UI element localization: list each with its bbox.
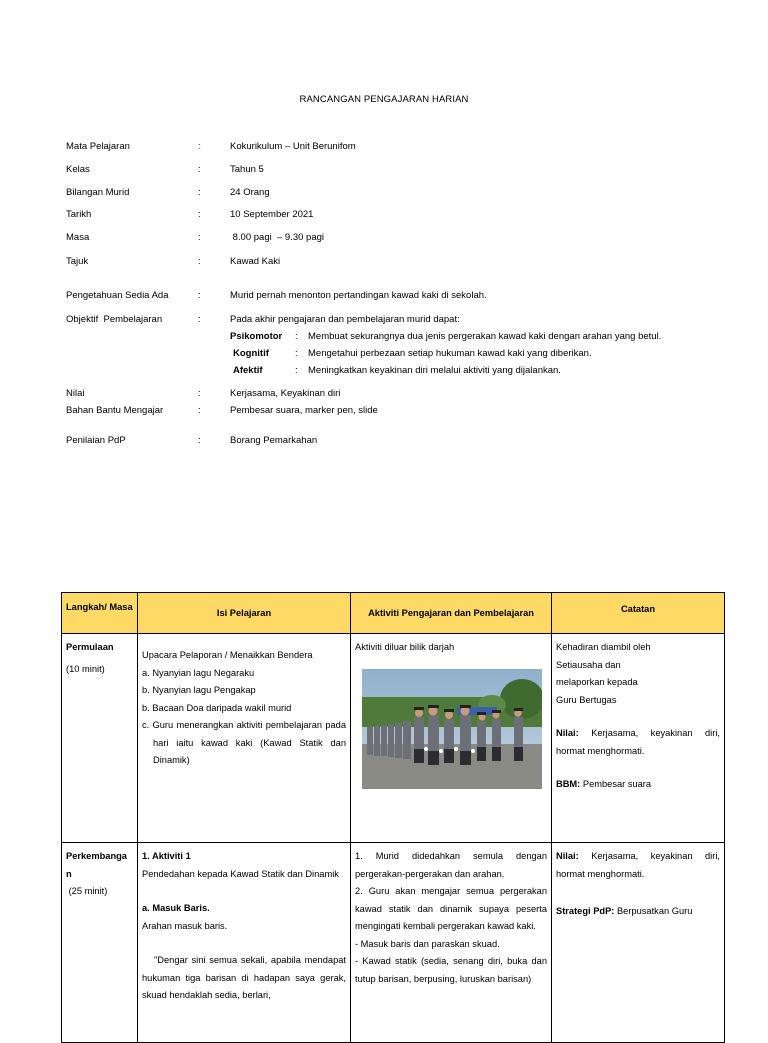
objective-key: Afektif [233, 365, 263, 376]
aktiviti-number: 1. Aktiviti 1 [142, 851, 191, 861]
info-label: Tajuk [66, 256, 89, 267]
catatan-strategi [556, 903, 720, 921]
info-separator: : [198, 388, 201, 399]
info-separator: : [198, 232, 201, 243]
nilai-label: Nilai: [556, 851, 579, 861]
cell-langkah [62, 843, 138, 1043]
objective-key: Psikomotor [230, 331, 283, 342]
info-separator: : [198, 209, 201, 220]
isi-item: c. Guru menerangkan aktiviti pembelajaran pada hari iaitu kawad kaki (Kawad Statik dan Dinamik) [142, 720, 346, 765]
info-separator: : [198, 405, 201, 416]
isi-title: Upacara Pelaporan / Menaikkan Bendera [142, 650, 313, 660]
aktiviti-description: Pendedahan kepada Kawad Statik dan Dinamik [142, 868, 339, 879]
isi-item: b. Bacaan Doa daripada wakil murid [142, 702, 292, 713]
info-label: Tarikh [66, 209, 92, 220]
document-title: RANCANGAN PENGAJARAN HARIAN [299, 94, 469, 105]
strategi-label: Strategi PdP: [556, 906, 615, 916]
nilai-value: Kerjasama, keyakinan diri, hormat menghormati. [556, 851, 720, 879]
table-row-permulaan [62, 634, 725, 843]
aktiviti-step: - Masuk baris dan paraskan skuad. [355, 938, 500, 949]
cell-aktiviti [351, 843, 552, 1043]
cell-aktiviti [351, 634, 552, 843]
objective-separator: : [295, 331, 298, 342]
lesson-plan-table [61, 592, 725, 1043]
stage-time: (10 minit) [66, 663, 105, 674]
info-separator: : [198, 314, 201, 325]
info-label: Bahan Bantu Mengajar [66, 405, 164, 416]
isi-item: b. Nyanyian lagu Pengakap [142, 685, 256, 695]
info-separator: : [198, 164, 201, 175]
info-value: Kawad Kaki [230, 256, 281, 267]
info-value: Pada akhir pengajaran dan pembelajaran murid dapat: [230, 314, 460, 325]
info-value: Tahun 5 [230, 164, 264, 175]
info-separator: : [198, 187, 201, 198]
info-value: 8.00 pagi – 9.30 pagi [230, 232, 325, 243]
aktiviti-step: 1. Murid didedahkan semula dengan pergerakan-pergerakan dan arahan. [355, 851, 547, 879]
quote-text: "Dengar sini semua sekali, apabila mendapat hukuman tiga barisan di hadapan saya gerak, skuad hendaklah sedia, berlari, [142, 955, 346, 1000]
isi-item: a. Nyanyian lagu Negaraku [142, 667, 255, 678]
info-value: Murid pernah menonton pertandingan kawad kaki di sekolah. [230, 290, 487, 301]
objective-text: Mengetahui perbezaan setiap hukuman kawad kaki yang diberikan. [308, 348, 592, 359]
info-label: Mata Pelajaran [66, 141, 130, 152]
catatan-line: Kehadiran diambil oleh [556, 642, 651, 652]
info-value: 24 Orang [230, 187, 270, 198]
info-separator: : [198, 141, 201, 152]
info-label: Kelas [66, 164, 90, 175]
cell-isi [138, 634, 351, 843]
bbm-value: Pembesar suara [580, 779, 652, 789]
cell-catatan [552, 634, 725, 843]
info-separator: : [198, 290, 201, 301]
info-separator: : [198, 256, 201, 267]
cell-langkah [62, 634, 138, 843]
objective-separator: : [295, 348, 298, 359]
aktiviti-step: - Kawad statik (sedia, senang diri, buka dan tutup barisan, berpusing, luruskan barisan) [355, 956, 547, 984]
catatan-nilai [556, 848, 720, 883]
stage-label: Perkembanga n [66, 851, 127, 879]
stage-label: Permulaan [66, 642, 114, 652]
info-label: Objektif Pembelajaran [66, 314, 163, 325]
info-label: Bilangan Murid [66, 187, 130, 198]
info-value: 10 September 2021 [230, 209, 314, 220]
table-header-row [62, 593, 725, 634]
header-langkah-masa: Langkah/ Masa [62, 593, 138, 634]
strategi-value: Berpusatkan Guru [614, 906, 693, 916]
header-aktiviti: Aktiviti Pengajaran dan Pembelajaran [351, 593, 552, 634]
marching-scouts-photo [362, 669, 542, 789]
catatan-line: Setiausaha dan [556, 659, 621, 670]
catatan-nilai [556, 725, 720, 760]
arahan-text: Arahan masuk baris. [142, 920, 228, 931]
masuk-baris-heading: a. Masuk Baris. [142, 903, 210, 913]
header-isi-pelajaran: Isi Pelajaran [138, 593, 351, 634]
info-value: Pembesar suara, marker pen, slide [230, 405, 378, 416]
info-label: Penilaian PdP [66, 435, 126, 446]
nilai-label: Nilai: [556, 728, 579, 738]
bbm-label: BBM: [556, 779, 581, 789]
objective-key: Kognitif [233, 348, 269, 359]
info-label: Masa [66, 232, 90, 243]
cell-catatan [552, 843, 725, 1043]
info-separator: : [198, 435, 201, 446]
info-value: Kokurikulum – Unit Berunifom [230, 141, 356, 152]
aktiviti-step: 2. Guru akan mengajar semua pergerakan kawad statik dan dinamik supaya peserta mengingati kembali pergerakan kawad kaki. [355, 886, 547, 931]
objective-text: Membuat sekurangnya dua jenis pergerakan kawad kaki dengan arahan yang betul. [308, 331, 662, 342]
info-label: Nilai [66, 388, 85, 399]
info-value: Kerjasama, Keyakinan diri [230, 388, 341, 399]
table-row-perkembangan [62, 843, 725, 1043]
aktiviti-text: Aktiviti diluar bilik darjah [355, 642, 455, 652]
header-catatan: Catatan [552, 593, 725, 634]
cell-isi [138, 843, 351, 1043]
nilai-value: Kerjasama, keyakinan diri, hormat menghormati. [556, 728, 720, 756]
info-value: Borang Pemarkahan [230, 435, 318, 446]
catatan-line: melaporkan kepada [556, 677, 638, 687]
stage-time: (25 minit) [66, 886, 108, 896]
info-label: Pengetahuan Sedia Ada [66, 290, 169, 301]
catatan-bbm [556, 776, 720, 794]
objective-separator: : [295, 365, 298, 376]
objective-text: Meningkatkan keyakinan diri melalui aktiviti yang dijalankan. [308, 365, 561, 376]
catatan-line: Guru Bertugas [556, 694, 617, 705]
